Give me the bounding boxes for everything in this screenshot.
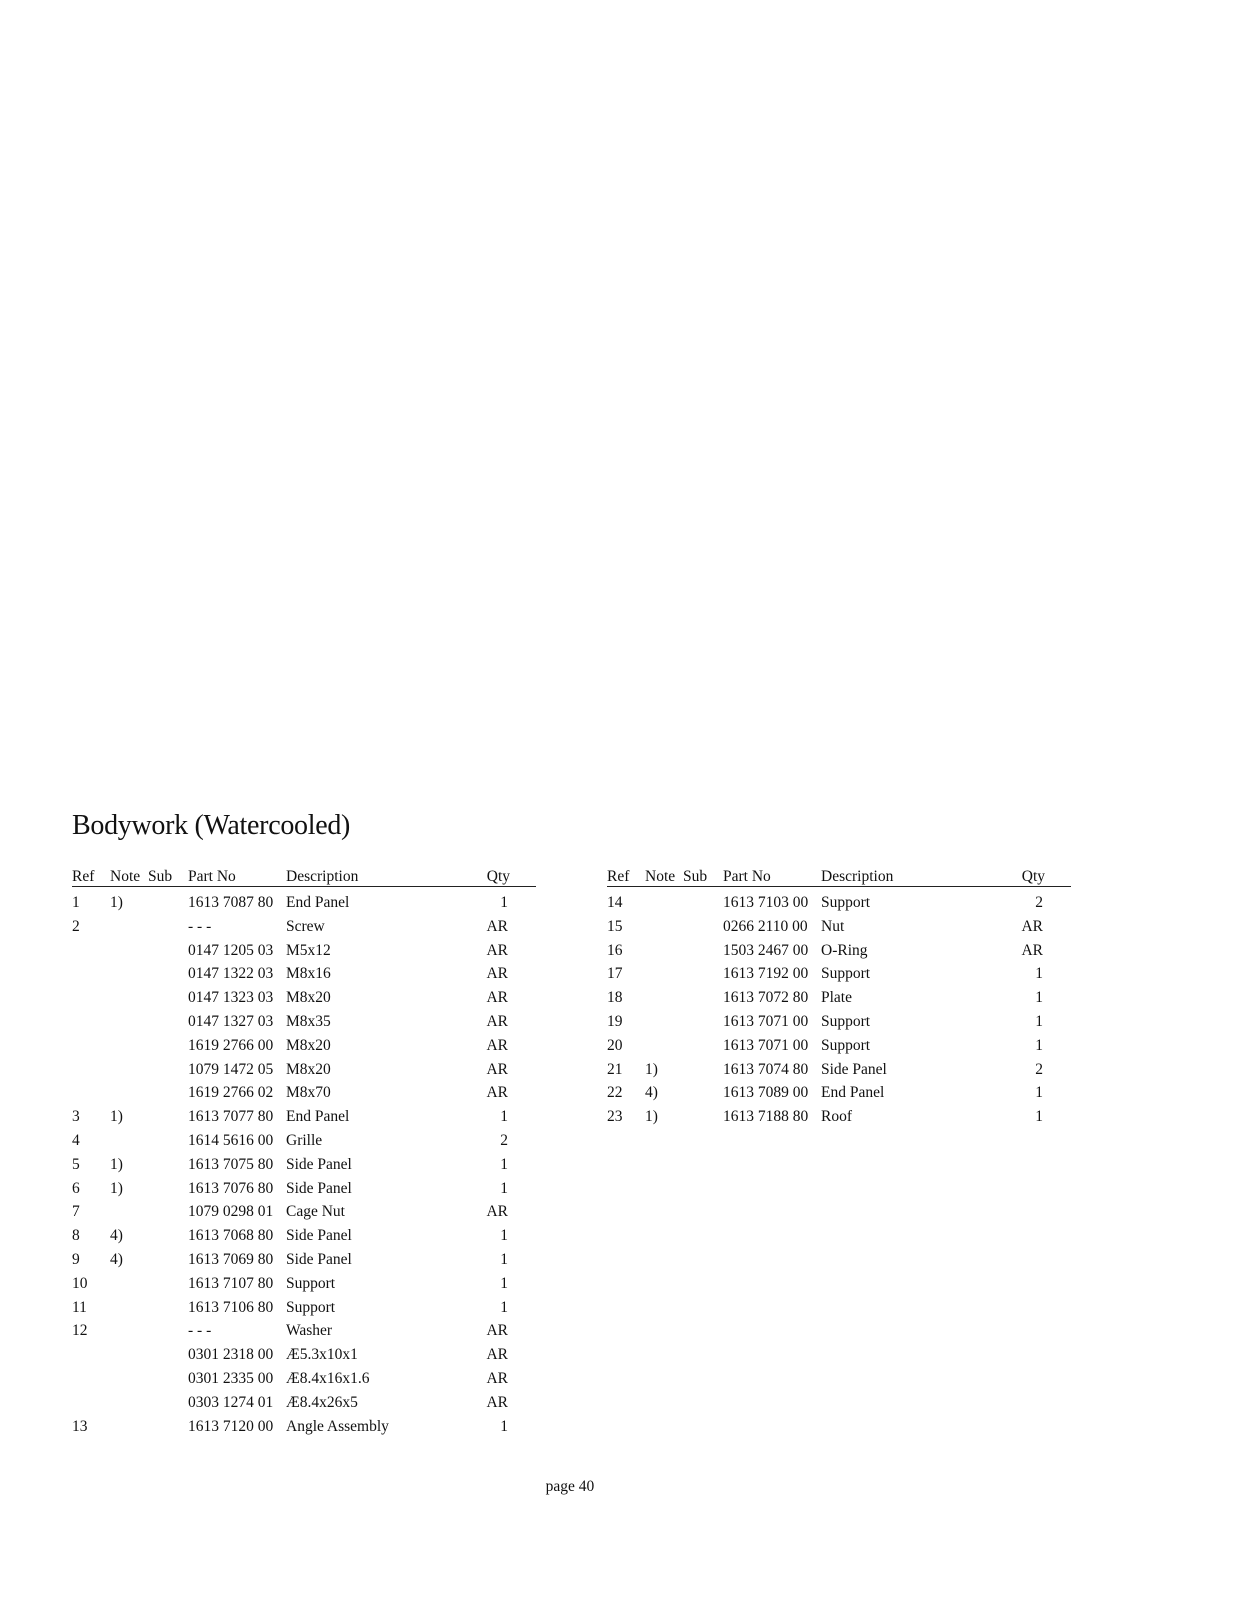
table-row — [72, 1271, 536, 1295]
table-row — [607, 1080, 1071, 1104]
cell-qty: 2 — [1035, 1060, 1043, 1078]
cell-ref: 15 — [607, 917, 623, 935]
cell-part-no: 1613 7188 80 — [723, 1108, 809, 1126]
cell-ref: 12 — [72, 1322, 88, 1340]
table-row — [607, 961, 1071, 985]
cell-description: End Panel — [821, 1084, 885, 1102]
cell-ref: 2 — [72, 917, 80, 935]
cell-part-no: 1613 7106 80 — [188, 1298, 274, 1316]
cell-part-no: 0147 1205 03 — [188, 941, 274, 959]
cell-part-no: 0147 1323 03 — [188, 989, 274, 1007]
header-qty: Qty — [486, 868, 510, 885]
cell-description: Angle Assembly — [286, 1417, 389, 1435]
cell-part-no: 1503 2467 00 — [723, 941, 809, 959]
table-row — [607, 1033, 1071, 1057]
table-row — [72, 890, 536, 914]
cell-description: Support — [286, 1274, 336, 1292]
table-row — [607, 1009, 1071, 1033]
cell-description: End Panel — [286, 1108, 350, 1126]
header-note: Note — [645, 868, 676, 885]
cell-note: 1) — [645, 1108, 658, 1126]
cell-qty: 1 — [1035, 1084, 1043, 1102]
cell-ref: 22 — [607, 1084, 623, 1102]
cell-part-no: 1613 7103 00 — [723, 894, 809, 911]
cell-qty: AR — [486, 917, 508, 935]
cell-part-no: 1079 1472 05 — [188, 1060, 274, 1078]
cell-description: M8x20 — [286, 989, 331, 1007]
cell-qty: 1 — [500, 1417, 508, 1435]
cell-description: Æ8.4x16x1.6 — [286, 1369, 370, 1387]
table-row — [72, 961, 536, 985]
header-part-no: Part No — [188, 868, 236, 885]
cell-description: Support — [821, 1012, 871, 1030]
page-number: page 40 — [545, 1478, 595, 1495]
cell-part-no: 1613 7071 00 — [723, 1036, 809, 1054]
cell-qty: AR — [486, 1012, 508, 1030]
cell-qty: 1 — [500, 1298, 508, 1316]
table-header — [72, 864, 536, 887]
cell-qty: 1 — [500, 1179, 508, 1197]
cell-ref: 7 — [72, 1203, 80, 1221]
table-row — [72, 1318, 536, 1342]
cell-description: M8x70 — [286, 1084, 331, 1102]
cell-qty: AR — [486, 965, 508, 983]
cell-qty: AR — [486, 989, 508, 1007]
table-row — [72, 1199, 536, 1223]
cell-part-no: 0301 2335 00 — [188, 1369, 274, 1387]
cell-ref: 5 — [72, 1155, 80, 1173]
cell-note: 1) — [110, 1155, 123, 1173]
cell-ref: 21 — [607, 1060, 623, 1078]
cell-description: Support — [821, 894, 871, 911]
table-row — [607, 914, 1071, 938]
table-row — [72, 1295, 536, 1319]
cell-ref: 10 — [72, 1274, 88, 1292]
cell-ref: 20 — [607, 1036, 623, 1054]
cell-part-no: 1613 7069 80 — [188, 1250, 274, 1268]
cell-qty: 1 — [1035, 1036, 1043, 1054]
table-row — [607, 938, 1071, 962]
cell-ref: 9 — [72, 1250, 80, 1268]
cell-part-no: 1613 7077 80 — [188, 1108, 274, 1126]
cell-qty: 1 — [500, 1227, 508, 1245]
cell-qty: AR — [486, 1369, 508, 1387]
cell-note: 4) — [110, 1250, 123, 1268]
cell-note: 1) — [110, 1179, 123, 1197]
cell-note: 1) — [645, 1060, 658, 1078]
cell-part-no: 1613 7192 00 — [723, 965, 809, 983]
cell-qty: AR — [1021, 917, 1043, 935]
table-row — [72, 1009, 536, 1033]
header-part-no: Part No — [723, 868, 771, 885]
cell-qty: 1 — [1035, 1108, 1043, 1126]
cell-description: M8x20 — [286, 1036, 331, 1054]
table-row — [72, 1128, 536, 1152]
table-row — [72, 1080, 536, 1104]
cell-qty: AR — [486, 941, 508, 959]
cell-qty: 1 — [500, 1274, 508, 1292]
cell-qty: 1 — [500, 1155, 508, 1173]
table-row — [72, 1057, 536, 1081]
table-body — [72, 890, 536, 1437]
cell-part-no: 1079 0298 01 — [188, 1203, 274, 1221]
cell-part-no: 0147 1327 03 — [188, 1012, 274, 1030]
cell-qty: AR — [1021, 941, 1043, 959]
cell-part-no: 0303 1274 01 — [188, 1393, 274, 1411]
cell-description: Nut — [821, 917, 845, 935]
cell-qty: AR — [486, 1346, 508, 1364]
cell-ref: 17 — [607, 965, 623, 983]
cell-description: Side Panel — [286, 1179, 352, 1197]
cell-description: Cage Nut — [286, 1203, 345, 1221]
cell-description: M8x35 — [286, 1012, 331, 1030]
cell-part-no: - - - — [188, 1322, 212, 1340]
cell-ref: 19 — [607, 1012, 623, 1030]
header-ref: Ref — [72, 868, 95, 885]
header-qty: Qty — [1021, 868, 1045, 885]
cell-description: O-Ring — [821, 941, 868, 959]
table-row — [72, 1342, 536, 1366]
cell-part-no: 0266 2110 00 — [723, 917, 808, 935]
cell-description: Plate — [821, 989, 852, 1007]
cell-part-no: 1613 7071 00 — [723, 1012, 809, 1030]
table-row — [72, 1223, 536, 1247]
table-body — [607, 890, 1071, 1128]
cell-part-no: 1613 7107 80 — [188, 1274, 274, 1292]
cell-part-no: 1613 7075 80 — [188, 1155, 274, 1173]
cell-description: Æ8.4x26x5 — [286, 1393, 358, 1411]
table-row — [72, 1152, 536, 1176]
cell-ref: 8 — [72, 1227, 80, 1245]
cell-qty: 1 — [500, 1250, 508, 1268]
header-note: Note — [110, 868, 141, 885]
header-description: Description — [821, 868, 894, 885]
table-row — [72, 1414, 536, 1438]
cell-ref: 16 — [607, 941, 623, 959]
table-row — [607, 1057, 1071, 1081]
cell-part-no: 1613 7120 00 — [188, 1417, 274, 1435]
cell-description: Support — [821, 1036, 871, 1054]
parts-table-left — [72, 864, 536, 1437]
cell-ref: 4 — [72, 1131, 80, 1149]
table-row — [607, 1104, 1071, 1128]
cell-ref: 1 — [72, 894, 80, 911]
cell-part-no: 1619 2766 00 — [188, 1036, 274, 1054]
cell-description: Screw — [286, 917, 325, 935]
cell-part-no: 0301 2318 00 — [188, 1346, 274, 1364]
cell-qty: AR — [486, 1060, 508, 1078]
header-sub: Sub — [148, 868, 173, 885]
table-row — [72, 1176, 536, 1200]
header-sub: Sub — [683, 868, 708, 885]
cell-part-no: 0147 1322 03 — [188, 965, 274, 983]
cell-ref: 11 — [72, 1298, 87, 1316]
cell-part-no: - - - — [188, 917, 212, 935]
table-row — [607, 985, 1071, 1009]
cell-qty: 1 — [1035, 965, 1043, 983]
section-title: Bodywork (Watercooled) — [72, 810, 351, 841]
cell-note: 4) — [110, 1227, 123, 1245]
cell-description: Roof — [821, 1108, 852, 1126]
cell-part-no: 1614 5616 00 — [188, 1131, 274, 1149]
header-ref: Ref — [607, 868, 630, 885]
cell-description: Support — [821, 965, 871, 983]
header-description: Description — [286, 868, 359, 885]
table-row — [72, 1390, 536, 1414]
cell-part-no: 1613 7076 80 — [188, 1179, 274, 1197]
cell-description: Side Panel — [286, 1250, 352, 1268]
cell-description: M8x16 — [286, 965, 331, 983]
table-row — [72, 1247, 536, 1271]
cell-ref: 14 — [607, 894, 623, 911]
cell-qty: 1 — [1035, 989, 1043, 1007]
cell-ref: 13 — [72, 1417, 88, 1435]
table-row — [72, 938, 536, 962]
parts-table-right — [607, 864, 1071, 1128]
table-row — [72, 1033, 536, 1057]
cell-qty: 2 — [1035, 894, 1043, 911]
cell-part-no: 1613 7074 80 — [723, 1060, 809, 1078]
cell-qty: AR — [486, 1203, 508, 1221]
cell-qty: 1 — [500, 894, 508, 911]
table-row — [607, 890, 1071, 914]
cell-ref: 23 — [607, 1108, 623, 1126]
table-header — [607, 864, 1071, 887]
cell-qty: AR — [486, 1084, 508, 1102]
cell-description: Side Panel — [286, 1227, 352, 1245]
cell-part-no: 1613 7068 80 — [188, 1227, 274, 1245]
cell-description: End Panel — [286, 894, 350, 911]
table-row — [72, 1104, 536, 1128]
cell-description: Washer — [286, 1322, 333, 1340]
cell-note: 1) — [110, 1108, 123, 1126]
table-row — [72, 1366, 536, 1390]
cell-ref: 3 — [72, 1108, 80, 1126]
cell-qty: AR — [486, 1322, 508, 1340]
table-row — [72, 985, 536, 1009]
cell-note: 1) — [110, 894, 123, 911]
cell-part-no: 1619 2766 02 — [188, 1084, 274, 1102]
cell-qty: AR — [486, 1393, 508, 1411]
cell-description: Support — [286, 1298, 336, 1316]
cell-qty: 1 — [1035, 1012, 1043, 1030]
cell-qty: 2 — [500, 1131, 508, 1149]
cell-ref: 18 — [607, 989, 623, 1007]
cell-description: Æ5.3x10x1 — [286, 1346, 358, 1364]
cell-description: Side Panel — [286, 1155, 352, 1173]
cell-part-no: 1613 7087 80 — [188, 894, 274, 911]
cell-description: Side Panel — [821, 1060, 887, 1078]
cell-description: M5x12 — [286, 941, 331, 959]
cell-description: M8x20 — [286, 1060, 331, 1078]
cell-ref: 6 — [72, 1179, 80, 1197]
cell-note: 4) — [645, 1084, 658, 1102]
cell-part-no: 1613 7072 80 — [723, 989, 809, 1007]
cell-qty: AR — [486, 1036, 508, 1054]
cell-part-no: 1613 7089 00 — [723, 1084, 809, 1102]
table-row — [72, 914, 536, 938]
cell-description: Grille — [286, 1131, 323, 1149]
cell-qty: 1 — [500, 1108, 508, 1126]
